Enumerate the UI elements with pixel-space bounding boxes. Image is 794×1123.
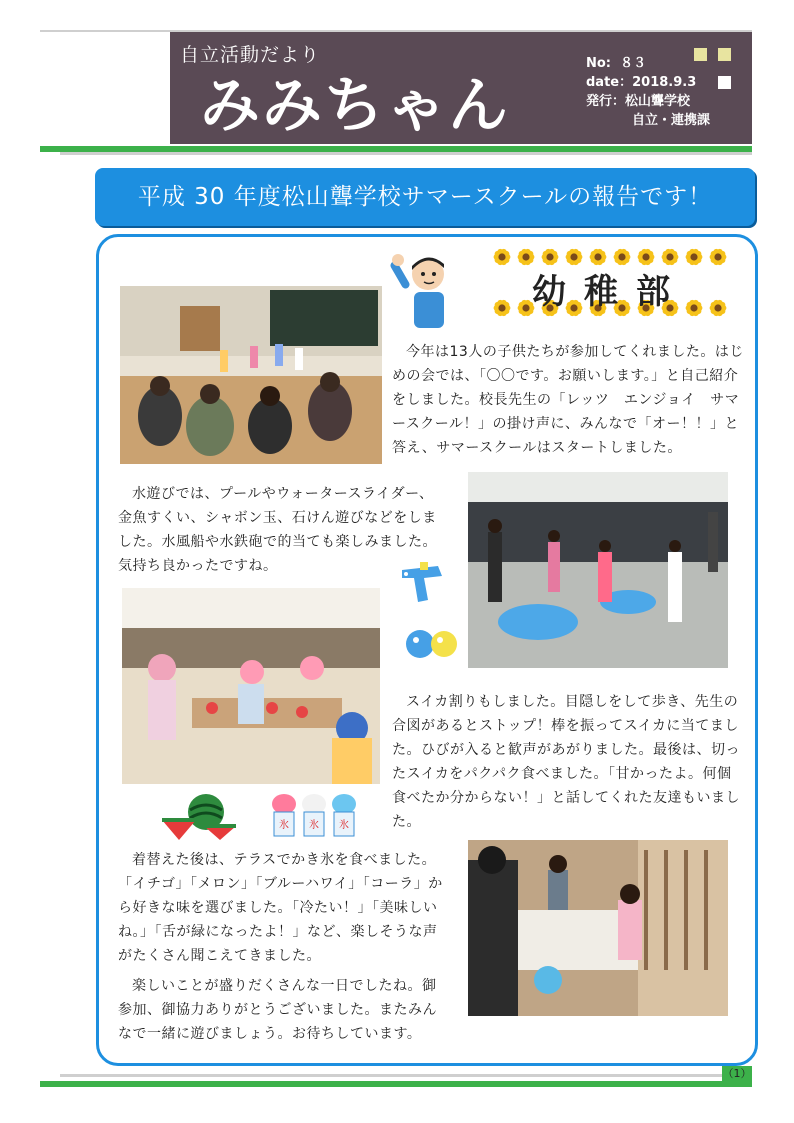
water-gun-illustration (398, 560, 448, 606)
sunflower-icon (662, 249, 679, 265)
paragraph-watermelon: スイカ割りもしました。目隠しをして歩き、先生の合図があるとストップ！棒を振ってスイカに当てました。ひびが入ると歓声があがりました。最後は、切ったスイカをパクパク食べました。「甘かったよ。何個食べたか分からない！」と話してくれた友達もいました。 (392, 694, 740, 830)
sunflower-icon (710, 249, 727, 265)
watermelon-illustration (160, 790, 238, 840)
header-gray-line (60, 152, 752, 155)
sunflower-icon (590, 249, 607, 265)
section-title: 幼稚部 (532, 272, 688, 312)
issue-no: ８３ (620, 56, 647, 71)
boy-illustration (390, 250, 458, 332)
photo-watermelon (122, 588, 380, 784)
deco-square (718, 48, 731, 61)
newsletter-subtitle: 自立活動だより (180, 44, 321, 66)
issue-meta (586, 54, 710, 130)
issue-date: 2018.9.3 (632, 75, 697, 90)
sunflower-icon (638, 249, 655, 265)
kakigori-flag-label: 氷 (339, 820, 349, 831)
publisher-dept: 自立・連携課 (632, 113, 711, 128)
sunflower-icon (686, 249, 703, 265)
sunflower-icon (518, 249, 535, 265)
photo-water-play (468, 472, 728, 668)
paragraph-shaved-ice: 着替えた後は、テラスでかき氷を食べました。「イチゴ」「メロン」「ブルーハワイ」「コーラ」から好きな味を選びました。「冷たい！」「美味しいね。」「舌が緑になったよ！」など、楽しそうな声がたくさん聞こえてきました。 (118, 852, 443, 964)
publisher-school: 松山聾学校 (625, 94, 691, 109)
sunflower-icon (542, 249, 559, 265)
deco-square (718, 76, 731, 89)
shaved-ice-illustration (270, 792, 358, 842)
footer-gray-line (60, 1074, 752, 1077)
footer-green-line (40, 1081, 752, 1087)
photo-opening-ceremony (120, 286, 382, 464)
paragraph-opening: 今年は13人の子供たちが参加してくれました。はじめの会では、「〇〇です。お願いします。」と自己紹介をしました。校長先生の「レッツ エンジョイ サマースクール！」の掛け声に、みんなで「オー！！」と答え、サマースクールはスタートしました。 (392, 344, 744, 456)
newsletter-title: みみちゃん (200, 71, 510, 141)
deco-square (694, 48, 707, 61)
report-banner (95, 168, 755, 226)
water-balloon-illustration (404, 624, 460, 662)
paragraph-closing: 楽しいことが盛りだくさんな一日でしたね。御参加、御協力ありがとうございました。またみんなで一緒に遊びましょう。お待ちしています。 (118, 978, 437, 1042)
sunflower-icon (566, 249, 583, 265)
publisher-label: 発行： (586, 94, 626, 109)
sunflower-icon (614, 249, 631, 265)
page-number: （1） (722, 1067, 752, 1080)
issue-no-label: No: (586, 56, 612, 71)
date-label: date： (586, 75, 633, 90)
sunflower-icon (494, 249, 511, 265)
kakigori-flag-label: 氷 (279, 820, 289, 831)
paragraph-water-play: 水遊びでは、プールやウォータースライダー、金魚すくい、シャボン玉、石けん遊びなどをしました。水風船や水鉄砲で的当ても楽しみました。気持ち良かったですね。 (118, 486, 437, 574)
banner-text: 平成 30 年度松山聾学校サマースクールの報告です！ (137, 184, 713, 210)
photo-shaved-ice (468, 840, 728, 1016)
kakigori-flag-label: 氷 (309, 820, 319, 831)
